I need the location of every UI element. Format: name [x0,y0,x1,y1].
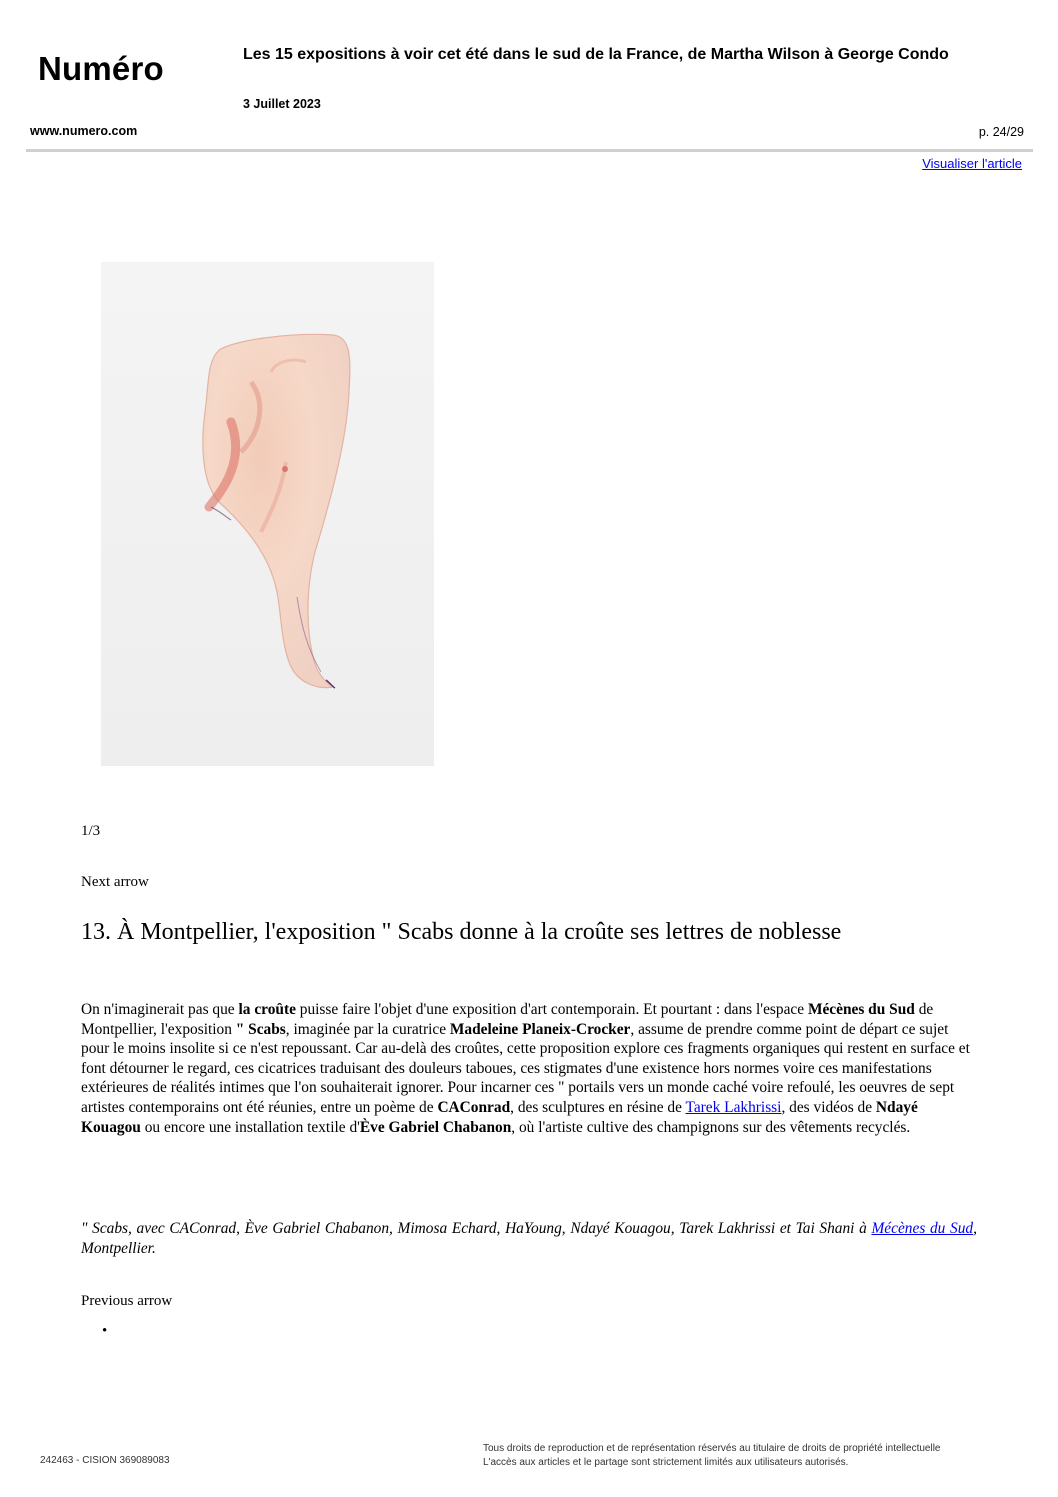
body-text-segment: puisse faire l'objet d'une exposition d'art contemporain. Et pourtant : dans l'espace [295,1001,808,1018]
gallery-dot[interactable]: • [102,1323,108,1339]
venue-link[interactable]: Mécènes du Sud [871,1220,974,1237]
resin-sculpture-illustration [101,262,434,766]
publication-date: 3 Juillet 2023 [243,97,321,111]
body-bold-segment: CAConrad [437,1098,511,1116]
body-bold-segment: la croûte [238,1001,296,1018]
article-body [81,1000,977,1137]
body-bold-segment: Madeleine Planeix-Crocker [449,1020,631,1038]
gallery-counter: 1/3 [81,823,101,839]
view-article-link[interactable]: Visualiser l'article [922,156,1022,171]
body-bold-segment: " Scabs [235,1020,286,1038]
body-text-segment: de Montpellier, l'exposition [81,1001,934,1038]
body-text-segment: , assume de prendre comme point de départ ce sujet pour le moins insolite si ce n'est repoussant. Car au-delà des croûtes, cette proposition explore ces fragments organiques qui restent en surface et font détourner le regard, ces cicatrices traduisant des douleurs taboues, ces stigmates d'une existence hors normes voire ces manifestations extérieures de réalités intimes que l'on souhaiterait ignorer. Pour incarner ces " portails vers un monde caché voire refoulé, les oeuvres de sept artistes contemporains ont été réunies, entre un poème de [81,1020,970,1116]
body-bold-segment: Ève Gabriel Chabanon [359,1118,512,1136]
body-text-segment: , des vidéos de [781,1098,876,1116]
section-title: 13. À Montpellier, l'exposition " Scabs donne à la croûte ses lettres de noblesse [81,919,842,945]
document-id: 242463 - CISION 369089083 [40,1455,170,1466]
artist-link[interactable]: Tarek Lakhrissi [685,1098,782,1116]
body-bold-segment: Ndayé Kouagou [81,1098,918,1136]
header-divider [26,149,1033,152]
credit-text: " Scabs, avec CAConrad, Ève Gabriel Chabanon, Mimosa Echard, HaYoung, Ndayé Kouagou, Tarek Lakhrissi et Tai Shani à [81,1220,872,1237]
previous-arrow-button[interactable]: Previous arrow [81,1293,173,1309]
body-bold-segment: Mécènes du Sud [807,1001,915,1018]
body-text-segment: , des sculptures en résine de [510,1098,686,1116]
rights-line: L'accès aux articles et le partage sont strictement limités aux utilisateurs autorisés. [483,1457,849,1468]
page-number: p. 24/29 [978,125,1024,139]
publication-logo: Numéro [38,50,164,87]
next-arrow-button[interactable]: Next arrow [81,874,149,890]
body-text-segment: On n'imaginerait pas que [81,1001,239,1018]
article-headline: Les 15 expositions à voir cet été dans le sud de la France, de Martha Wilson à George Condo [243,46,949,63]
rights-notice [483,1442,941,1470]
credit-text: , Montpellier. [81,1220,977,1257]
artwork-photo [101,262,434,766]
body-text-segment: , où l'artiste cultive des champignons sur des vêtements recyclés. [511,1118,911,1136]
exhibition-credit [81,1219,977,1259]
site-url: www.numero.com [30,124,138,138]
body-text-segment: , imaginée par la curatrice [285,1020,450,1038]
rights-line: Tous droits de reproduction et de représentation réservés au titulaire de droits de propriété intellectuelle [483,1443,941,1454]
body-text-segment: ou encore une installation textile d' [140,1118,360,1136]
